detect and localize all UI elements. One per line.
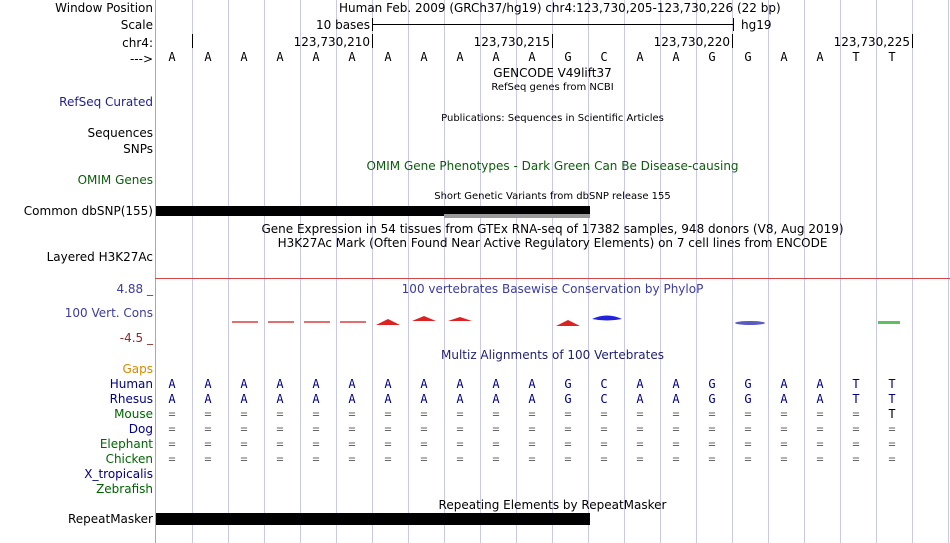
alignment-base: = — [852, 407, 860, 421]
alignment-base: A — [492, 377, 500, 391]
alignment-base: = — [852, 437, 860, 451]
alignment-base: = — [384, 452, 392, 466]
alignment-base: A — [168, 377, 176, 391]
dbsnp-track-label[interactable]: Common dbSNP(155) — [23, 204, 153, 218]
base-letter: A — [492, 50, 500, 64]
alignment-base: A — [780, 392, 788, 406]
alignment-base: = — [456, 407, 464, 421]
alignment-base: A — [420, 392, 428, 406]
alignment-base: G — [708, 392, 716, 406]
omim-track-title[interactable]: OMIM Gene Phenotypes - Dark Green Can Be Disease-causing — [366, 159, 739, 173]
gtex-track-title[interactable]: Gene Expression in 54 tissues from GTEx RNA-seq of 17382 samples, 948 donors (V8, Aug 2019) — [261, 222, 844, 236]
alignment-base: = — [564, 407, 572, 421]
cons-track-label[interactable]: 100 Vert. Cons — [64, 306, 153, 320]
alignment-base: = — [816, 452, 824, 466]
alignment-base: = — [708, 407, 716, 421]
repeatmasker-track-title[interactable]: Repeating Elements by RepeatMasker — [438, 498, 667, 512]
alignment-base: A — [816, 377, 824, 391]
conservation-g-mark — [592, 316, 622, 321]
alignment-base: = — [672, 452, 680, 466]
base-letter: A — [240, 50, 248, 64]
alignment-base: = — [276, 407, 284, 421]
base-letter: A — [168, 50, 176, 64]
alignment-base: = — [240, 437, 248, 451]
alignment-base: T — [852, 392, 860, 406]
base-letter: T — [888, 50, 896, 64]
alignment-base: = — [204, 422, 212, 436]
alignment-base: A — [492, 392, 500, 406]
alignment-base: G — [564, 377, 572, 391]
alignment-base: = — [888, 437, 896, 451]
alignment-base: A — [636, 392, 644, 406]
alignment-base: = — [384, 407, 392, 421]
alignment-base: = — [276, 422, 284, 436]
base-letter: A — [816, 50, 824, 64]
alignment-base: A — [276, 377, 284, 391]
alignment-base: = — [564, 422, 572, 436]
species-label[interactable]: Human — [109, 377, 153, 391]
alignment-base: = — [600, 452, 608, 466]
alignment-base: = — [780, 452, 788, 466]
gencode-track-title[interactable]: GENCODE V49lift37 — [493, 66, 612, 80]
alignment-base: A — [456, 392, 464, 406]
alignment-base: A — [240, 377, 248, 391]
alignment-base: A — [384, 392, 392, 406]
alignment-base: = — [456, 437, 464, 451]
alignment-base: = — [528, 407, 536, 421]
alignment-base: = — [420, 452, 428, 466]
alignment-base: = — [348, 422, 356, 436]
alignment-base: = — [348, 452, 356, 466]
alignment-base: = — [744, 452, 752, 466]
alignment-base: = — [708, 437, 716, 451]
alignment-base: = — [492, 422, 500, 436]
alignment-base: A — [312, 392, 320, 406]
alignment-base: T — [852, 377, 860, 391]
refseq-track-label[interactable]: RefSeq Curated — [59, 95, 153, 109]
base-letter: A — [312, 50, 320, 64]
scale-label: Scale — [120, 18, 153, 32]
base-letter: A — [780, 50, 788, 64]
alignment-base: = — [420, 437, 428, 451]
ruler-tick — [552, 34, 553, 48]
alignment-base: = — [276, 437, 284, 451]
base-letter: A — [636, 50, 644, 64]
alignment-base: = — [276, 452, 284, 466]
alignment-base: = — [708, 422, 716, 436]
base-letter: A — [672, 50, 680, 64]
alignment-base: T — [888, 377, 896, 391]
alignment-base: G — [708, 377, 716, 391]
conservation-t-mark — [878, 321, 900, 324]
scale-text: 10 bases — [316, 18, 370, 32]
scale-bar-right-tick — [733, 18, 734, 31]
conservation-a-marks — [376, 316, 580, 326]
alignment-base: A — [204, 392, 212, 406]
base-letter: G — [564, 50, 572, 64]
alignment-base: A — [636, 377, 644, 391]
alignment-base: G — [744, 392, 752, 406]
alignment-base: = — [816, 407, 824, 421]
assembly-label: hg19 — [741, 18, 772, 32]
gaps-track-label[interactable]: Gaps — [122, 362, 153, 376]
alignment-base: T — [888, 392, 896, 406]
alignment-base: = — [600, 437, 608, 451]
alignment-base: A — [276, 392, 284, 406]
strand-arrow-label[interactable]: ---> — [129, 52, 153, 66]
species-label[interactable]: Zebrafish — [96, 482, 153, 496]
alignment-base: = — [492, 407, 500, 421]
alignment-base: = — [852, 422, 860, 436]
alignment-base: = — [636, 407, 644, 421]
alignment-base: A — [384, 377, 392, 391]
alignment-base: A — [420, 377, 428, 391]
alignment-base: A — [672, 377, 680, 391]
repeatmasker-track-label[interactable]: RepeatMasker — [67, 512, 153, 526]
alignment-base: = — [240, 407, 248, 421]
alignment-base: = — [384, 422, 392, 436]
alignment-base: = — [672, 437, 680, 451]
alignment-base: = — [528, 437, 536, 451]
alignment-base: = — [816, 422, 824, 436]
species-label[interactable]: Mouse — [114, 407, 153, 421]
alignment-base: = — [672, 422, 680, 436]
alignment-base: C — [600, 392, 608, 406]
alignment-base: A — [528, 392, 536, 406]
chromosome-label: chr4: — [122, 36, 153, 50]
species-label[interactable]: Chicken — [105, 452, 153, 466]
ruler-position-label: 123,730,210 — [293, 35, 370, 49]
repeatmasker-element-bar[interactable] — [156, 513, 590, 525]
alignment-base: = — [168, 437, 176, 451]
alignment-base: T — [888, 407, 896, 421]
alignment-base: = — [672, 407, 680, 421]
alignment-base: A — [672, 392, 680, 406]
alignment-base: = — [636, 422, 644, 436]
snps-track-label[interactable]: SNPs — [123, 142, 153, 156]
species-label[interactable]: Elephant — [99, 437, 153, 451]
alignment-base: = — [384, 437, 392, 451]
alignment-base: C — [600, 377, 608, 391]
alignment-base: = — [816, 437, 824, 451]
base-letter: A — [204, 50, 212, 64]
alignment-base: = — [456, 422, 464, 436]
alignment-base: = — [780, 422, 788, 436]
ruler-position-label: 123,730,225 — [833, 35, 910, 49]
base-letter: A — [456, 50, 464, 64]
phylop-track-title[interactable]: 100 vertebrates Basewise Conservation by PhyloP — [401, 282, 704, 296]
alignment-base: A — [204, 377, 212, 391]
base-letter: G — [744, 50, 752, 64]
dbsnp-track-title[interactable]: Short Genetic Variants from dbSNP release 155 — [434, 191, 671, 202]
alignment-base: = — [744, 422, 752, 436]
h3k27ac-track-label[interactable]: Layered H3K27Ac — [46, 250, 153, 264]
conservation-g-small-mark — [735, 321, 765, 325]
alignment-base: = — [744, 407, 752, 421]
alignment-base: A — [168, 392, 176, 406]
h3k27ac-baseline — [155, 278, 950, 279]
base-letter: A — [384, 50, 392, 64]
species-label[interactable]: Dog — [128, 422, 153, 436]
alignment-base: = — [564, 437, 572, 451]
alignment-base: = — [204, 452, 212, 466]
alignment-base: = — [168, 407, 176, 421]
scale-bar-left-tick — [372, 18, 373, 31]
window-position-label: Window Position — [55, 1, 153, 15]
alignment-base: = — [600, 407, 608, 421]
alignment-base: = — [780, 437, 788, 451]
alignment-base: = — [420, 422, 428, 436]
species-label[interactable]: X_tropicalis — [84, 467, 153, 481]
species-label[interactable]: Rhesus — [109, 392, 153, 406]
alignment-base: = — [312, 407, 320, 421]
h3k27ac-track-title[interactable]: H3K27Ac Mark (Often Found Near Active Regulatory Elements) on 7 cell lines from ENCODE — [277, 236, 828, 250]
alignment-base: = — [636, 452, 644, 466]
alignment-base: = — [888, 422, 896, 436]
alignment-base: A — [348, 392, 356, 406]
alignment-base: A — [816, 392, 824, 406]
alignment-base: = — [600, 422, 608, 436]
alignment-base: = — [312, 452, 320, 466]
alignment-base: = — [420, 407, 428, 421]
alignment-base: = — [240, 452, 248, 466]
sequences-track-label[interactable]: Sequences — [87, 126, 153, 140]
alignment-base: A — [312, 377, 320, 391]
alignment-base: A — [780, 377, 788, 391]
alignment-base: = — [492, 437, 500, 451]
base-letter: C — [600, 50, 608, 64]
base-letter: A — [348, 50, 356, 64]
alignment-base: = — [168, 422, 176, 436]
alignment-base: = — [312, 437, 320, 451]
ruler-position-label: 123,730,220 — [653, 35, 730, 49]
alignment-base: = — [528, 452, 536, 466]
alignment-base: = — [456, 452, 464, 466]
base-letter: A — [420, 50, 428, 64]
conservation-graph — [155, 308, 950, 332]
alignment-base: G — [744, 377, 752, 391]
ruler-tick — [912, 34, 913, 48]
omim-track-label[interactable]: OMIM Genes — [77, 173, 153, 187]
ruler-tick — [732, 34, 733, 48]
alignment-base: = — [348, 437, 356, 451]
alignment-base: = — [564, 452, 572, 466]
alignment-base: = — [852, 452, 860, 466]
refseq-track-description: RefSeq genes from NCBI — [491, 82, 614, 93]
multiz-track-title[interactable]: Multiz Alignments of 100 Vertebrates — [440, 348, 665, 362]
alignment-base: A — [528, 377, 536, 391]
alignment-base: = — [780, 407, 788, 421]
base-letter: A — [276, 50, 284, 64]
cons-ymax-label: 4.88 _ — [116, 282, 153, 296]
alignment-base: = — [492, 452, 500, 466]
alignment-base: A — [456, 377, 464, 391]
alignment-base: = — [708, 452, 716, 466]
alignment-base: = — [348, 407, 356, 421]
alignment-base: G — [564, 392, 572, 406]
alignment-base: = — [888, 452, 896, 466]
ruler-tick-start — [192, 34, 193, 48]
alignment-base: A — [240, 392, 248, 406]
alignment-base: = — [240, 422, 248, 436]
conservation-neg-marks — [232, 321, 366, 323]
alignment-base: = — [204, 407, 212, 421]
ruler-tick — [372, 34, 373, 48]
scale-bar — [372, 24, 734, 25]
cons-ymin-label: -4.5 _ — [119, 331, 153, 345]
alignment-base: = — [312, 422, 320, 436]
alignment-base: = — [204, 437, 212, 451]
alignment-base: = — [636, 437, 644, 451]
ruler-position-label: 123,730,215 — [473, 35, 550, 49]
alignment-base: = — [744, 437, 752, 451]
publications-track-title[interactable]: Publications: Sequences in Scientific Articles — [441, 113, 664, 124]
base-letter: G — [708, 50, 716, 64]
alignment-base: = — [168, 452, 176, 466]
alignment-base: = — [528, 422, 536, 436]
alignment-base: A — [348, 377, 356, 391]
base-letter: A — [528, 50, 536, 64]
genome-position-title: Human Feb. 2009 (GRCh37/hg19) chr4:123,730,205-123,730,226 (22 bp) — [339, 1, 781, 15]
dbsnp-variant-bar-highlight — [444, 214, 590, 218]
base-letter: T — [852, 50, 860, 64]
